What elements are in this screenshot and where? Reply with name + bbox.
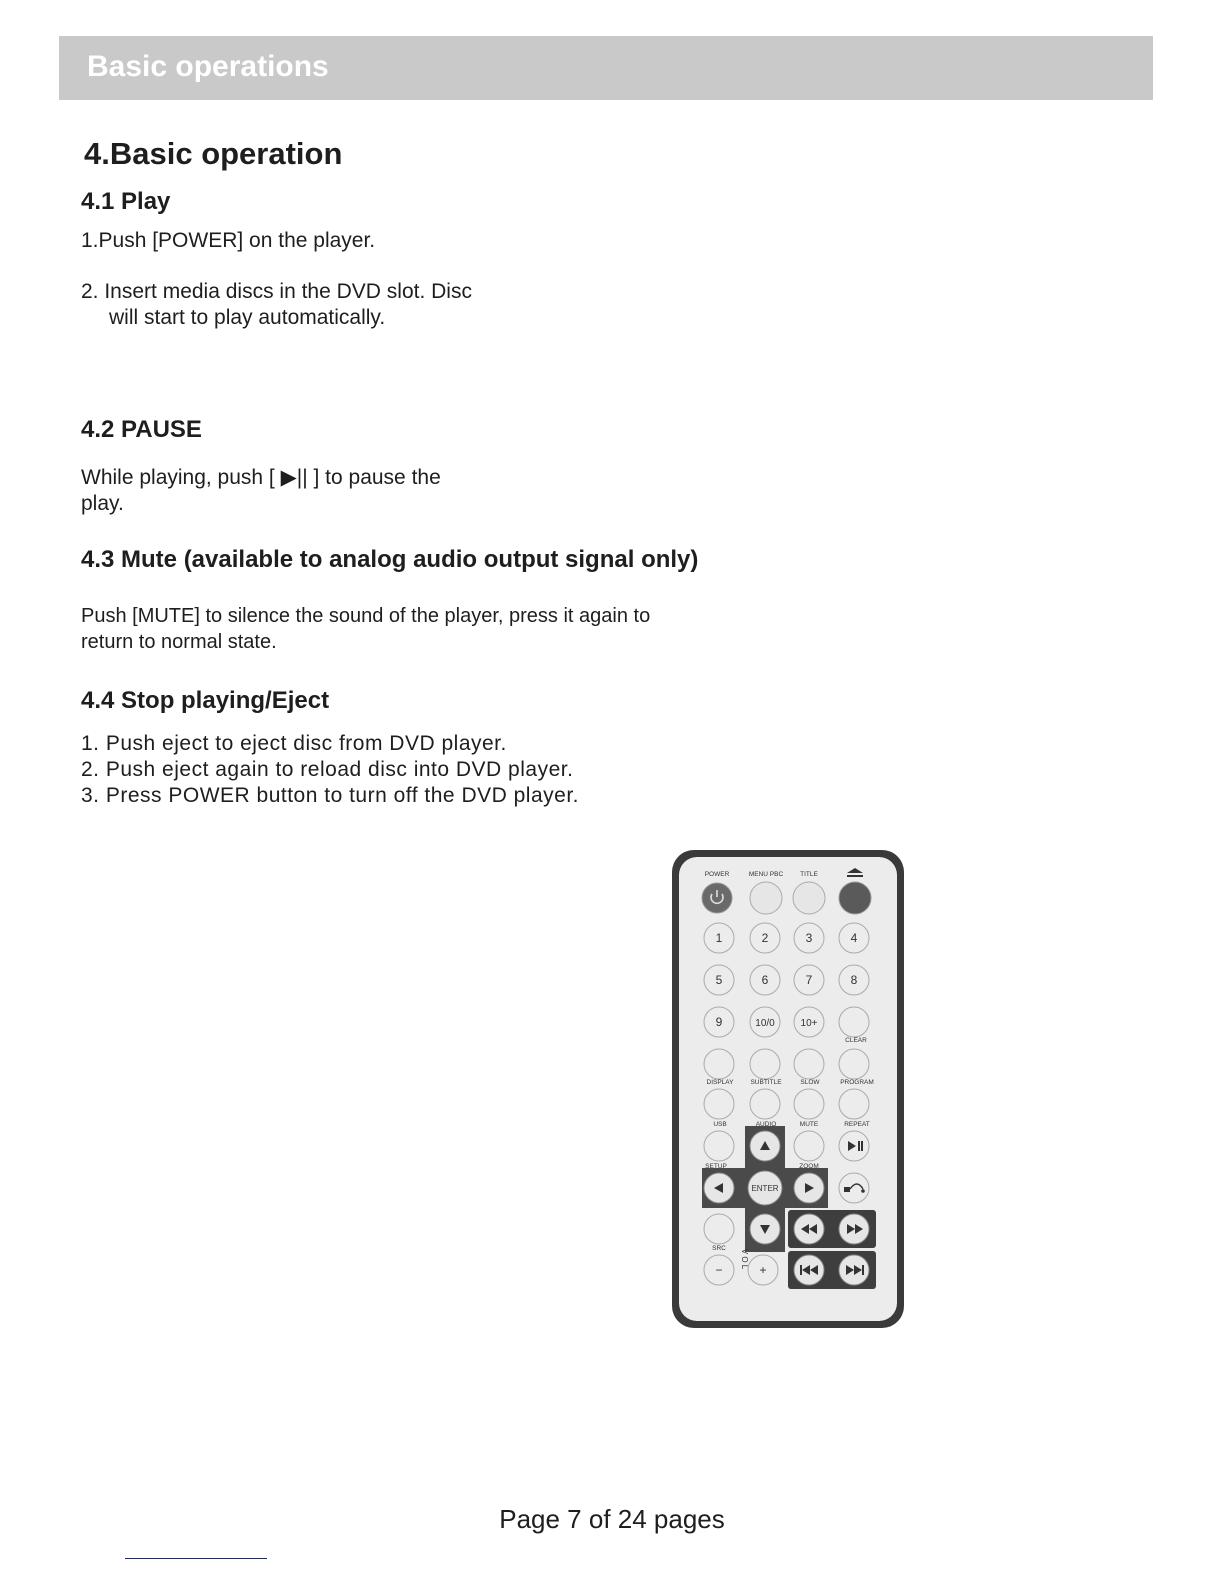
number-label-7: 7 (805, 973, 813, 987)
number-label-3: 3 (805, 931, 813, 945)
volume-label: V O L (740, 1248, 749, 1270)
pause-line-2: play. (81, 492, 124, 515)
title-label: TITLE (800, 871, 818, 878)
eject-button[interactable] (839, 882, 871, 914)
header-title: Basic operations (87, 50, 329, 83)
page-number: Page 7 of 24 pages (499, 1504, 725, 1534)
volume-down-label: − (715, 1263, 723, 1277)
number-label-10-0: 10/0 (755, 1018, 775, 1029)
header-band (59, 36, 1153, 100)
menu-pbc-label: MENU PBC (748, 871, 784, 878)
title-button[interactable] (793, 882, 825, 914)
display-label: DISPLAY (706, 1079, 734, 1086)
section-heading-stop: 4.4 Stop playing/Eject (81, 687, 330, 714)
usb-label: USB (713, 1121, 727, 1128)
slow-label: SLOW (800, 1079, 820, 1086)
number-label-8: 8 (850, 973, 858, 987)
subtitle-button[interactable] (750, 1049, 780, 1079)
mute-button[interactable] (794, 1089, 824, 1119)
power-button[interactable] (702, 883, 732, 913)
stop-item-1: 1. Push eject to eject disc from DVD player. (81, 732, 507, 755)
mute-line-2: return to normal state. (81, 631, 277, 653)
play-step-2-line-1: 2. Insert media discs in the DVD slot. Disc (81, 280, 472, 303)
setup-button[interactable] (704, 1131, 734, 1161)
subtitle-label: SUBTITLE (750, 1079, 782, 1086)
footer-rule (125, 1558, 267, 1559)
enter-label: ENTER (751, 1184, 779, 1193)
repeat-label: REPEAT (844, 1121, 870, 1128)
section-heading-pause: 4.2 PAUSE (81, 416, 202, 443)
usb-button[interactable] (704, 1089, 734, 1119)
audio-button[interactable] (750, 1089, 780, 1119)
src-label: SRC (712, 1245, 726, 1252)
play-step-1: 1.Push [POWER] on the player. (81, 229, 376, 252)
stop-item-2: 2. Push eject again to reload disc into DVD player. (81, 758, 574, 781)
number-label-4: 4 (850, 931, 858, 945)
setup-label: SETUP (705, 1163, 727, 1170)
number-label-9: 9 (715, 1015, 723, 1029)
number-label-6: 6 (761, 973, 769, 987)
repeat-button[interactable] (839, 1089, 869, 1119)
doc-title: 4.Basic operation (84, 136, 343, 171)
program-label: PROGRAM (840, 1079, 874, 1086)
clear-label: CLEAR (845, 1037, 867, 1044)
volume-up-label: + (759, 1263, 767, 1277)
pause-line-1: While playing, push [ ▶|| ] to pause the (81, 466, 441, 489)
audio-label: AUDIO (755, 1121, 777, 1128)
mute-label: MUTE (799, 1121, 819, 1128)
return-button[interactable] (839, 1173, 869, 1203)
zoom-button[interactable] (794, 1131, 824, 1161)
power-label: POWER (704, 871, 730, 878)
menu-pbc-button[interactable] (750, 882, 782, 914)
number-label-2: 2 (761, 931, 769, 945)
number-label-5: 5 (715, 973, 723, 987)
program-button[interactable] (839, 1049, 869, 1079)
display-button[interactable] (704, 1049, 734, 1079)
slow-button[interactable] (794, 1049, 824, 1079)
src-button[interactable] (704, 1214, 734, 1244)
number-label-10-plus: 10+ (800, 1018, 818, 1029)
clear-button[interactable] (839, 1007, 869, 1037)
stop-item-3: 3. Press POWER button to turn off the DVD player. (81, 784, 579, 807)
section-heading-mute: 4.3 Mute (available to analog audio output signal only) (81, 546, 699, 573)
section-heading-play: 4.1 Play (81, 188, 171, 215)
play-step-2-line-2: will start to play automatically. (109, 306, 386, 329)
number-label-1: 1 (715, 931, 723, 945)
zoom-label: ZOOM (799, 1163, 819, 1170)
remote-control-illustration (670, 848, 906, 1330)
mute-line-1: Push [MUTE] to silence the sound of the player, press it again to (81, 605, 651, 627)
